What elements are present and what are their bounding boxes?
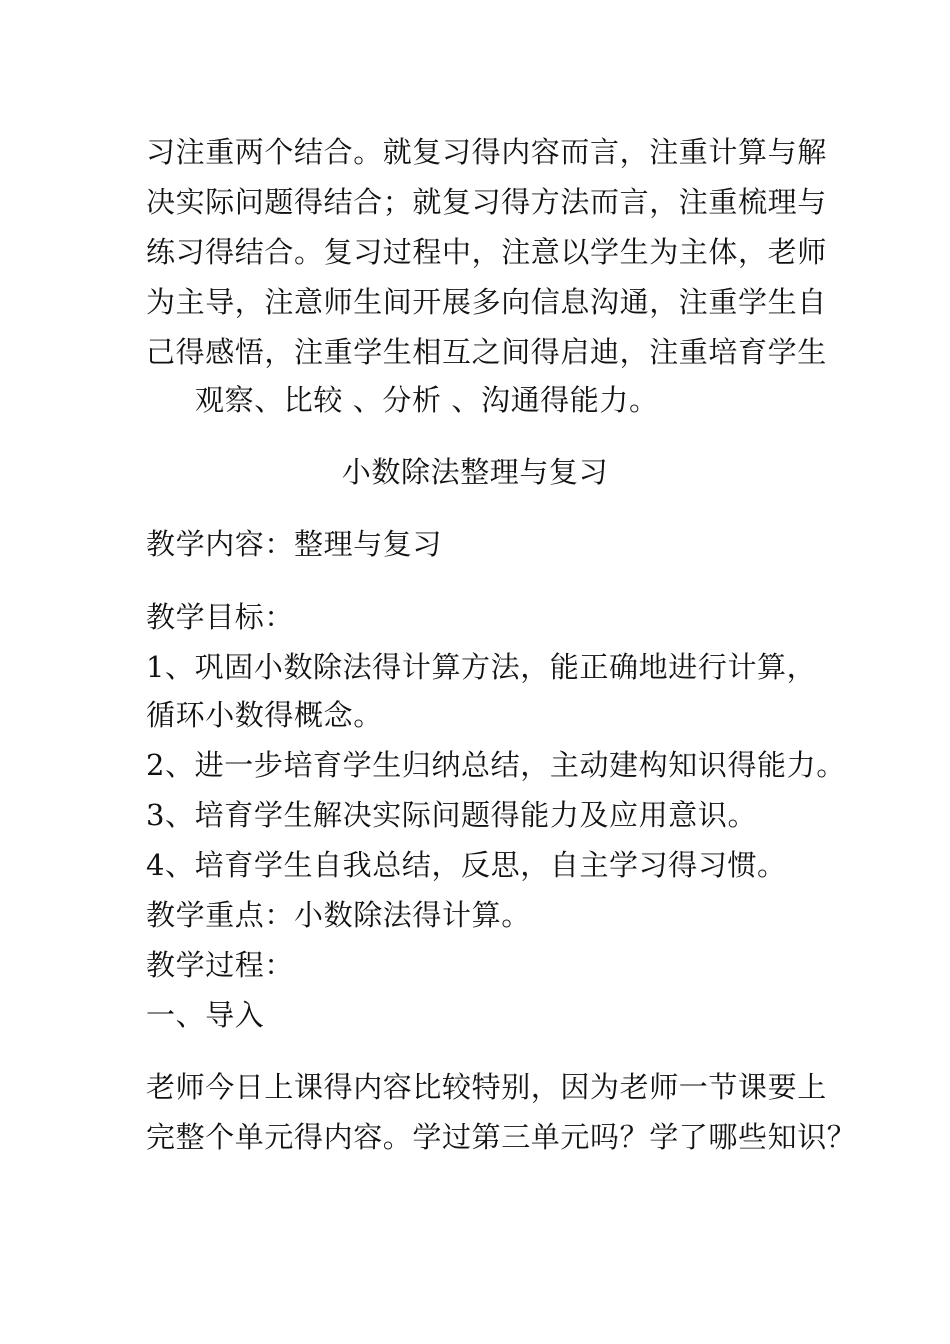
objective-item: 循环小数得概念。 — [146, 698, 383, 732]
paragraph-line: 为主导，注意师生间开展多向信息沟通，注重学生自 — [146, 285, 827, 319]
section-heading: 一、导入 — [146, 998, 265, 1032]
objective-item: 1、巩固小数除法得计算方法，能正确地进行计算， — [146, 650, 817, 684]
paragraph-line: 老师今日上课得内容比较特别，因为老师一节课要上 — [146, 1070, 827, 1104]
objective-item: 3、培育学生解决实际问题得能力及应用意识。 — [146, 798, 758, 832]
objective-item: 2、进一步培育学生归纳总结，主动建构知识得能力。 — [146, 748, 846, 782]
paragraph-line: 决实际问题得结合；就复习得方法而言，注重梳理与 — [146, 185, 827, 219]
key-point: 教学重点：小数除法得计算。 — [146, 898, 531, 932]
paragraph-line: 观察、比较 、分析 、沟通得能力。 — [195, 383, 659, 417]
paragraph-line: 练习得结合。复习过程中，注意以学生为主体，老师 — [146, 235, 827, 269]
process-heading: 教学过程： — [146, 948, 295, 982]
paragraph-line: 己得感悟，注重学生相互之间得启迪，注重培育学生 — [146, 335, 827, 369]
paragraph-line: 习注重两个结合。就复习得内容而言，注重计算与解 — [146, 135, 827, 169]
paragraph-line: 完整个单元得内容。学过第三单元吗？学了哪些知识？ — [146, 1120, 857, 1154]
objective-item: 4、培育学生自我总结，反思，自主学习得习惯。 — [146, 848, 787, 882]
objectives-heading: 教学目标： — [146, 600, 295, 634]
section-title: 小数除法整理与复习 — [341, 455, 609, 489]
teaching-content: 教学内容：整理与复习 — [146, 527, 443, 561]
